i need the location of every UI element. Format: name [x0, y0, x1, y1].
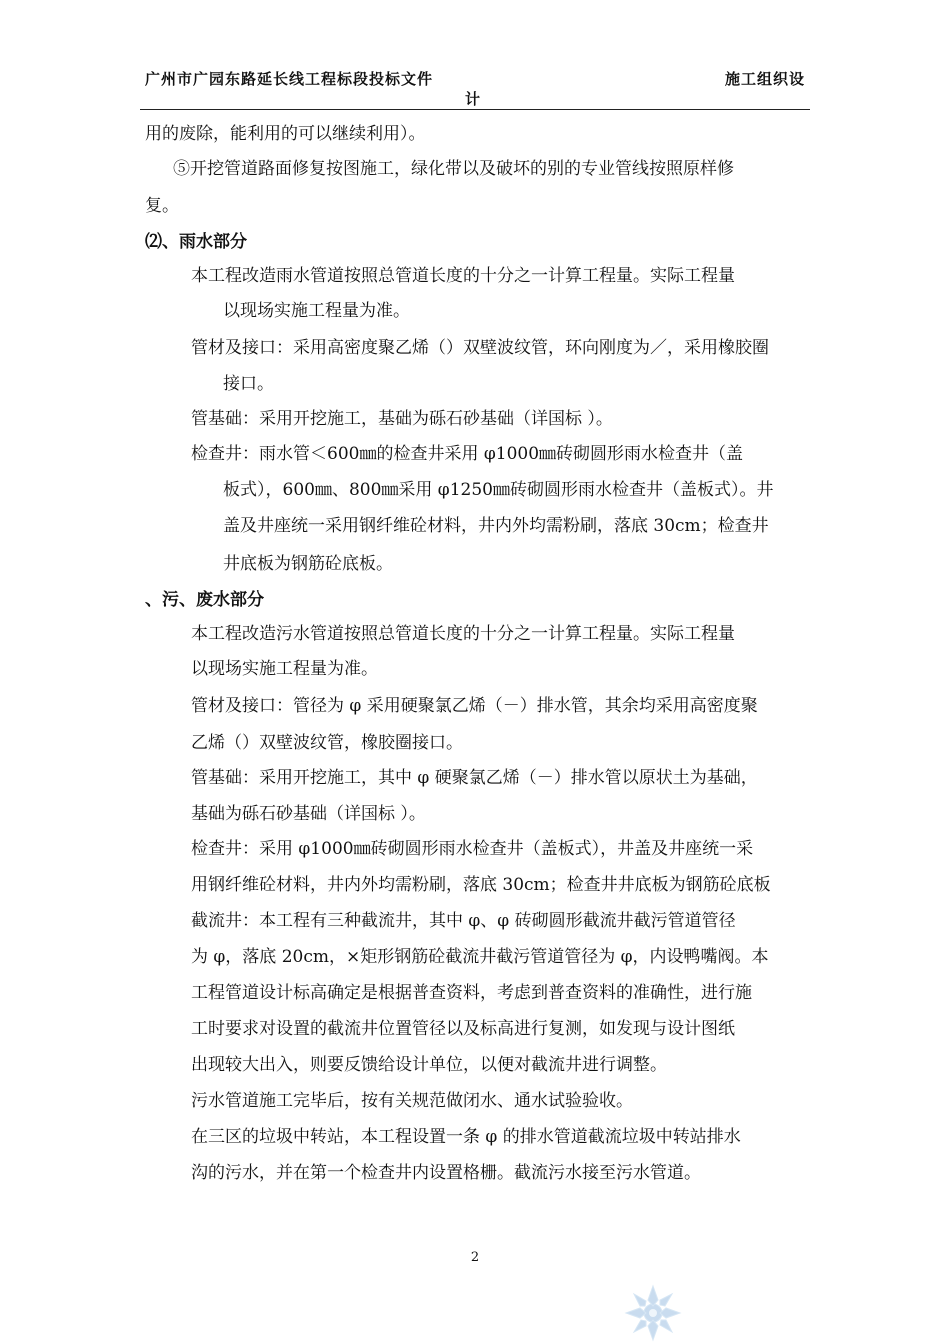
body-line: 井底板为钢筋砼底板。 [223, 554, 393, 574]
body-line: 本工程改造污水管道按照总管道长度的十分之一计算工程量。实际工程量 [191, 624, 735, 644]
body-line: 以现场实施工程量为准。 [191, 659, 378, 679]
body-line: 工时要求对设置的截流井位置管径以及标高进行复测，如发现与设计图纸 [191, 1019, 735, 1039]
body-line: 乙烯（）双壁波纹管，橡胶圈接口。 [191, 733, 463, 753]
body-line: 截流井：本工程有三种截流井，其中 φ、φ 砖砌圆形截流井截污管道管径 [191, 911, 736, 931]
body-line: 沟的污水，并在第一个检查井内设置格栅。截流污水接至污水管道。 [191, 1163, 701, 1183]
body-line: 管基础：采用开挖施工，基础为砾石砂基础（详国标 ）。 [191, 409, 613, 429]
header-title: 广州市广园东路延长线工程标段投标文件 [145, 70, 434, 88]
section-heading-sewage: 、污、废水部分 [145, 590, 264, 610]
body-line: 板式），600㎜、800㎜采用 φ1250㎜砖砌圆形雨水检查井（盖板式）。井 [223, 480, 774, 500]
header-section: 施工组织设 [724, 70, 805, 88]
header-title-continuation: 计 [465, 90, 482, 108]
body-line: 为 φ，落底 20cm，×矩形钢筋砼截流井截污管道管径为 φ，内设鸭嘴阀。本 [191, 947, 769, 967]
body-line: 出现较大出入，则要反馈给设计单位，以便对截流井进行调整。 [191, 1055, 667, 1075]
header-rule [140, 109, 810, 110]
body-line: 管材及接口：管径为 φ 采用硬聚氯乙烯（－）排水管，其余均采用高密度聚 [191, 696, 758, 716]
body-line: 在三区的垃圾中转站，本工程设置一条 φ 的排水管道截流垃圾中转站排水 [191, 1127, 741, 1147]
body-line: 污水管道施工完毕后，按有关规范做闭水、通水试验验收。 [191, 1091, 633, 1111]
body-line: 用钢纤维砼材料，井内外均需粉刷，落底 30cm；检查井井底板为钢筋砼底板 [191, 875, 771, 895]
body-line: 管基础：采用开挖施工，其中 φ 硬聚氯乙烯（－）排水管以原状土为基础， [191, 768, 758, 788]
body-line: 管材及接口：采用高密度聚乙烯（）双壁波纹管，环向刚度为／，采用橡胶圈 [191, 338, 769, 358]
body-line: 接口。 [223, 374, 274, 394]
body-line: 工程管道设计标高确定是根据普查资料，考虑到普查资料的准确性，进行施 [191, 983, 752, 1003]
body-line: 复。 [145, 196, 179, 216]
body-line: 检查井：采用 φ1000㎜砖砌圆形雨水检查井（盖板式），井盖及井座统一采 [191, 839, 754, 859]
body-line: 以现场实施工程量为准。 [223, 301, 410, 321]
body-line: 盖及井座统一采用钢纤维砼材料，井内外均需粉刷，落底 30cm；检查井 [223, 516, 769, 536]
section-heading-rainwater: ⑵、雨水部分 [145, 232, 247, 252]
body-line: 检查井：雨水管＜600㎜的检查井采用 φ1000㎜砖砌圆形雨水检查井（盖 [191, 444, 744, 464]
snowflake-logo-icon [622, 1282, 684, 1344]
body-line: ⑤开挖管道路面修复按图施工，绿化带以及破坏的别的专业管线按照原样修 [173, 159, 734, 179]
body-line: 用的废除，能利用的可以继续利用）。 [145, 124, 426, 144]
body-line: 基础为砾石砂基础（详国标 ）。 [191, 804, 426, 824]
page-number: 2 [470, 1250, 480, 1265]
body-line: 本工程改造雨水管道按照总管道长度的十分之一计算工程量。实际工程量 [191, 266, 735, 286]
